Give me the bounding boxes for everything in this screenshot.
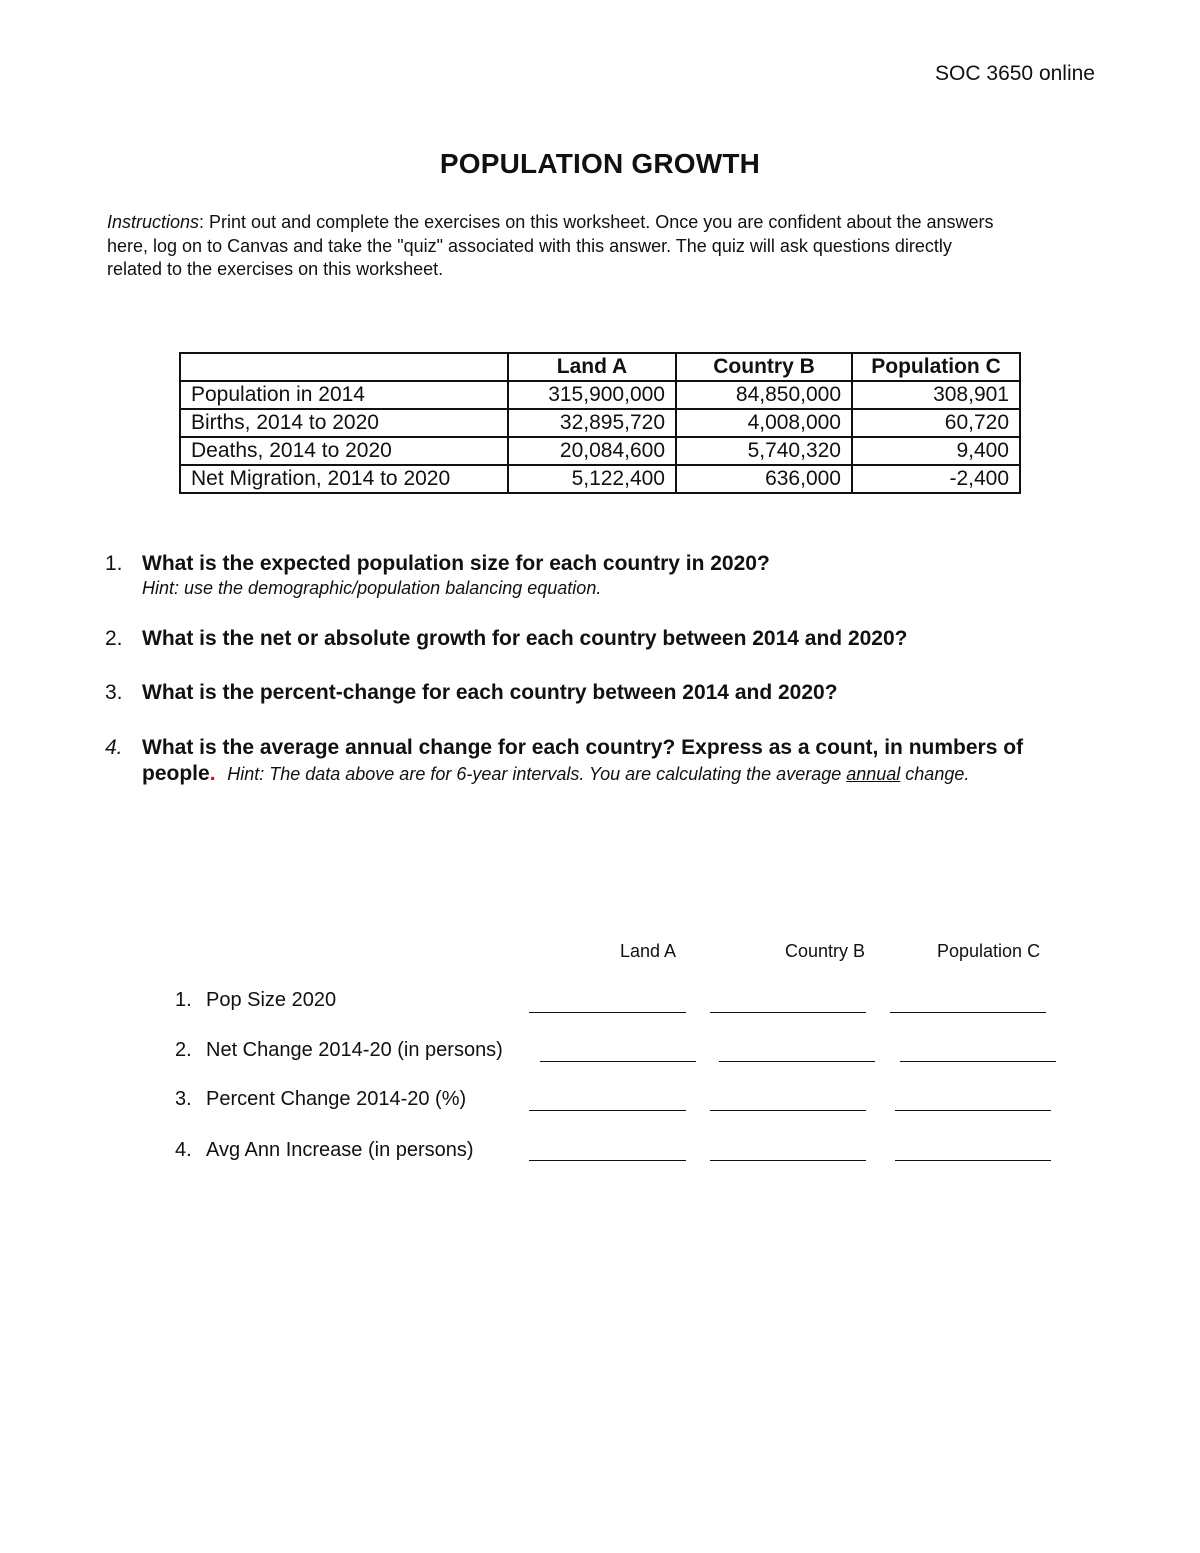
table-cell: 32,895,720: [508, 409, 676, 437]
question-text: What is the average annual change for each country? Express as a count, in numbers of people: [142, 736, 1024, 785]
table-cell: 636,000: [676, 465, 852, 493]
answer-label: Net Change 2014-20 (in persons): [206, 1039, 503, 1061]
question-text: What is the net or absolute growth for each country between 2014 and 2020?: [142, 627, 908, 650]
row-label: Net Migration, 2014 to 2020: [180, 465, 508, 493]
answer-number: 1.: [175, 989, 192, 1011]
question-number: 4.: [105, 736, 123, 759]
answer-blank[interactable]: [710, 1160, 866, 1161]
answer-blank[interactable]: [895, 1160, 1051, 1161]
answer-number: 2.: [175, 1039, 192, 1061]
data-table: [179, 352, 1021, 494]
answer-label: Percent Change 2014-20 (%): [206, 1088, 467, 1110]
table-row: [180, 381, 1020, 409]
answer-blank[interactable]: [719, 1061, 875, 1062]
answer-blank[interactable]: [529, 1012, 686, 1013]
page-title: POPULATION GROWTH: [439, 148, 761, 179]
table-cell: 84,850,000: [676, 381, 852, 409]
row-label: Population in 2014: [180, 381, 508, 409]
instructions: [107, 211, 1007, 282]
hint-underlined-word: annual: [846, 764, 901, 784]
question-number: 1.: [105, 552, 123, 575]
table-cell: 315,900,000: [508, 381, 676, 409]
course-label: SOC 3650 online: [935, 62, 1095, 85]
answer-label: Pop Size 2020: [206, 989, 337, 1011]
question-period: .: [209, 762, 216, 785]
answer-column-country-b: Country B: [785, 941, 866, 961]
hint-text-a: Hint: The data above are for 6-year intervals. You are calculating the average: [227, 764, 847, 784]
answer-blank[interactable]: [710, 1012, 866, 1013]
row-label: Births, 2014 to 2020: [180, 409, 508, 437]
answer-number: 3.: [175, 1088, 192, 1110]
answer-label: Avg Ann Increase (in persons): [206, 1139, 474, 1161]
answer-blank[interactable]: [890, 1012, 1046, 1013]
hint-text-b: change.: [900, 764, 970, 784]
answer-blank[interactable]: [895, 1110, 1051, 1111]
answer-blank[interactable]: [710, 1110, 866, 1111]
question-text: What is the percent-change for each country between 2014 and 2020?: [142, 681, 838, 704]
question-text: What is the expected population size for each country in 2020?: [142, 552, 770, 575]
table-cell: 20,084,600: [508, 437, 676, 465]
header-cell-empty: [180, 353, 508, 381]
answer-number: 4.: [175, 1139, 192, 1161]
table-cell: 5,122,400: [508, 465, 676, 493]
row-label: Deaths, 2014 to 2020: [180, 437, 508, 465]
answer-blank[interactable]: [529, 1110, 686, 1111]
table-row: [180, 409, 1020, 437]
answer-column-population-c: Population C: [937, 941, 1041, 961]
instructions-label: Instructions: [107, 212, 200, 232]
answer-blank[interactable]: [540, 1061, 696, 1062]
table-cell: 60,720: [852, 409, 1020, 437]
answer-column-land-a: Land A: [620, 941, 677, 961]
table-cell: 308,901: [852, 381, 1020, 409]
instructions-text: : Print out and complete the exercises on this worksheet. Once you are confident about the answers here, log on to Canvas and take the "quiz" associated with this answer. The quiz will ask questions directly related to the exercises on this worksheet.: [107, 212, 994, 279]
question-hint: [227, 764, 969, 784]
answer-blank[interactable]: [900, 1061, 1056, 1062]
answer-blank[interactable]: [529, 1160, 686, 1161]
header-country-b: Country B: [676, 353, 852, 381]
question-number: 3.: [105, 681, 123, 704]
table-cell: 4,008,000: [676, 409, 852, 437]
header-population-c: Population C: [852, 353, 1020, 381]
question-hint: Hint: use the demographic/population balancing equation.: [142, 578, 602, 598]
header-land-a: Land A: [508, 353, 676, 381]
question-number: 2.: [105, 627, 123, 650]
table-header-row: [180, 353, 1020, 381]
table-row: [180, 437, 1020, 465]
table-cell: 9,400: [852, 437, 1020, 465]
table-cell: 5,740,320: [676, 437, 852, 465]
table-row: [180, 465, 1020, 493]
table-cell: -2,400: [852, 465, 1020, 493]
